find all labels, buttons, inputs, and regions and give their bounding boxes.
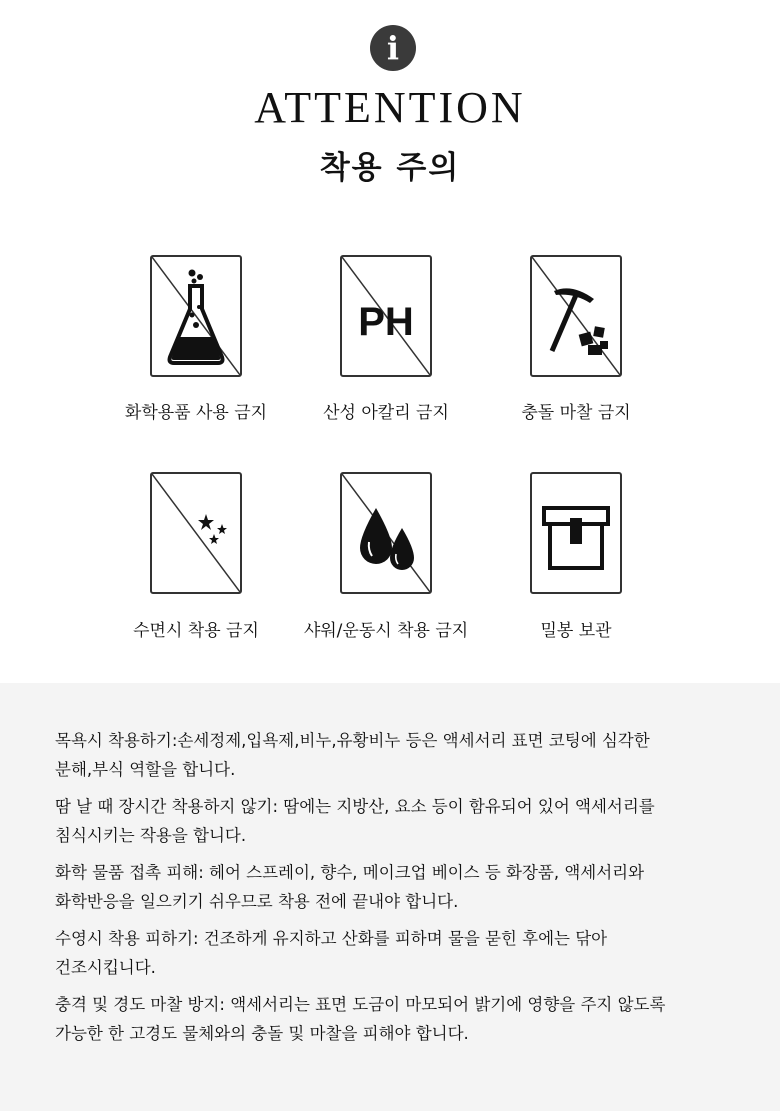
moon-stars-prohibited-icon	[150, 472, 242, 594]
water-drops-prohibited-icon	[340, 472, 432, 594]
care-note-line: 화학 물품 접촉 피해: 헤어 스프레이, 향수, 메이크업 베이스 등 화장품, 액세서리와	[55, 863, 645, 882]
care-note-line: 건조시킵니다.	[55, 958, 156, 977]
ph-prohibited-icon	[340, 255, 432, 377]
care-note-line: 화학반응을 일으키기 쉬우므로 착용 전에 끝내야 합니다.	[55, 892, 459, 911]
care-note-line: 수영시 착용 피하기: 건조하게 유지하고 산화를 피하며 물을 묻힌 후에는 닦아	[55, 929, 608, 948]
icon-label: 충돌 마찰 금지	[521, 403, 631, 423]
sealed-box-icon	[530, 472, 622, 594]
care-note-line: 땀 날 때 장시간 착용하지 않기: 땀에는 지방산, 요소 등이 함유되어 있어 액세서리를	[55, 797, 655, 816]
title-english: ATTENTION	[254, 83, 526, 132]
info-icon: i	[370, 25, 416, 71]
care-note	[55, 990, 735, 1048]
care-notes-section	[0, 683, 780, 1111]
hammer-prohibited-icon	[530, 255, 622, 377]
care-note-line: 분해,부식 역할을 합니다.	[55, 760, 236, 779]
care-note	[55, 924, 735, 982]
care-note-line: 충격 및 경도 마찰 방지: 액세서리는 표면 도금이 마모되어 밝기에 영향을 주지 않도록	[55, 995, 666, 1014]
icon-label: 산성 아칼리 금지	[323, 403, 449, 423]
svg-text:PH: PH	[358, 300, 414, 344]
care-note	[55, 792, 735, 850]
icon-label: 화학용품 사용 금지	[124, 403, 268, 423]
title-korean: 착용 주의	[319, 150, 461, 186]
care-note	[55, 858, 735, 916]
flask-prohibited-icon	[150, 255, 242, 377]
care-note	[55, 726, 735, 784]
icon-label: 수면시 착용 금지	[133, 621, 259, 641]
icon-label: 밀봉 보관	[540, 621, 612, 641]
care-note-line: 목욕시 착용하기:손세정제,입욕제,비누,유황비누 등은 액세서리 표면 코팅에 심각한	[55, 731, 650, 750]
care-note-line: 침식시키는 작용을 합니다.	[55, 826, 247, 845]
icon-label: 샤워/운동시 착용 금지	[303, 621, 469, 641]
care-note-line: 가능한 한 고경도 물체와의 충돌 및 마찰을 피해야 합니다.	[55, 1024, 469, 1043]
